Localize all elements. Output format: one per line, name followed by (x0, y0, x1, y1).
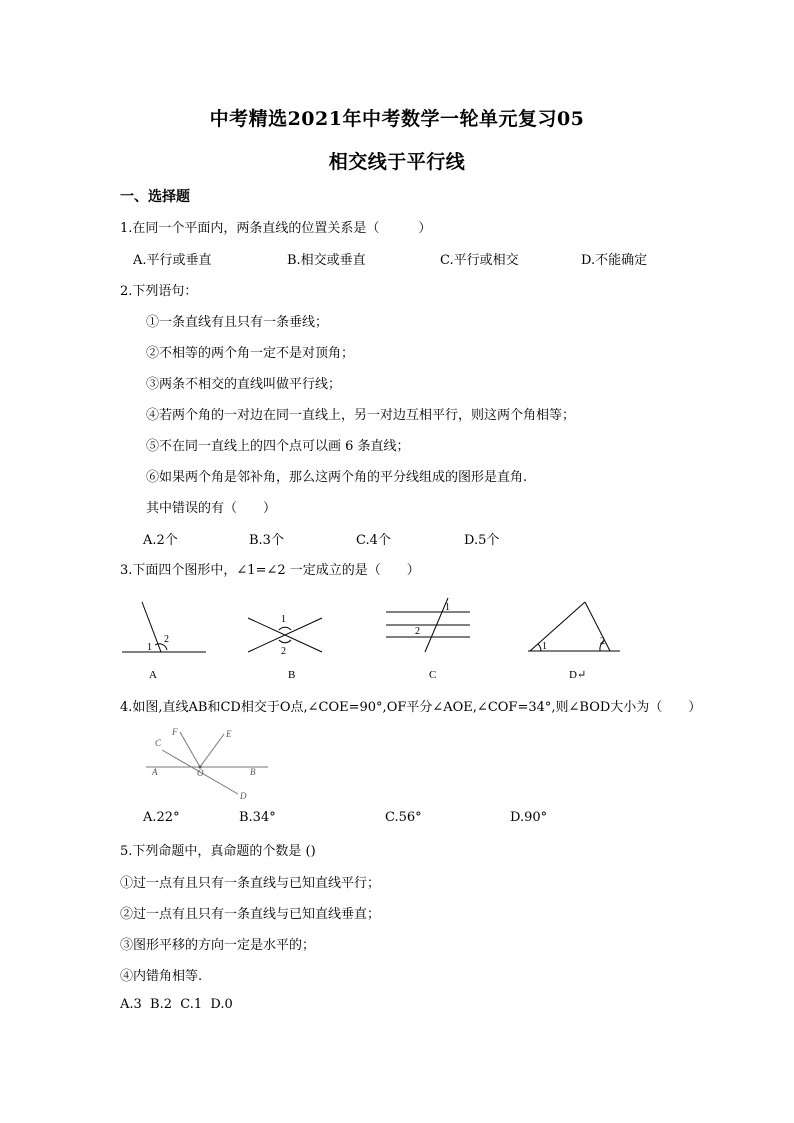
question-3-stem: 3.下面四个图形中，∠1=∠2 一定成立的是（ ） (120, 563, 420, 578)
q3-c-angle-1: 1 (445, 602, 450, 613)
q1-option-d: D.不能确定 (581, 253, 648, 268)
q2-statement: ④若两个角的一对边在同一直线上，另一对边互相平行，则这两个角相等； (146, 408, 576, 423)
q3-figure-c (386, 598, 470, 652)
q3-label-b: B (288, 669, 296, 681)
q3-label-d: D↵ (569, 669, 587, 681)
q5-statement: ②过一点有且只有一条直线与已知直线垂直； (120, 907, 381, 922)
q4-label-b: B (250, 767, 256, 777)
q4-figure (140, 722, 280, 802)
q2-ask: 其中错误的有（ ） (146, 501, 277, 516)
q3-a-angle-1: 1 (147, 642, 152, 653)
q1-option-b: B.相交或垂直 (287, 253, 366, 268)
q3-c-angle-2: 2 (415, 626, 420, 637)
doc-subtitle: 相交线于平行线 (328, 151, 466, 173)
question-2-stem: 2.下列语句： (120, 284, 198, 299)
q5-statement: ③图形平移的方向一定是水平的； (120, 938, 316, 953)
q3-d-angle-1: 1 (542, 641, 547, 652)
q5-options: A.3 B.2 C.1 D.0 (120, 997, 233, 1012)
q2-statement: ③两条不相交的直线叫做平行线； (146, 377, 342, 392)
q3-a-angle-2: 2 (164, 634, 169, 645)
q4-label-f: F (172, 727, 178, 737)
q5-statement: ④内错角相等. (120, 969, 203, 984)
doc-title: 中考精选2021年中考数学一轮单元复习05 (209, 108, 585, 130)
q4-option-c: C.56° (385, 810, 422, 825)
q3-label-c: C (429, 669, 437, 681)
q2-option-d: D.5个 (464, 533, 500, 548)
q1-option-a: A.平行或垂直 (133, 253, 212, 268)
q2-statement: ①一条直线有且只有一条垂线； (146, 315, 329, 330)
q2-statement: ⑥如果两个角是邻补角，那么这两个角的平分线组成的图形是直角. (146, 470, 528, 485)
q2-option-b: B.3个 (249, 533, 284, 548)
q4-label-a: A (152, 767, 158, 777)
q3-b-angle-2: 2 (281, 646, 286, 657)
q2-option-a: A.2个 (143, 533, 178, 548)
question-5-stem: 5.下列命题中，真命题的个数是 () (120, 844, 316, 859)
q5-statement: ①过一点有且只有一条直线与已知直线平行； (120, 876, 381, 891)
q4-option-b: B.34° (239, 810, 276, 825)
q2-statement: ⑤不在同一直线上的四个点可以画 6 条直线； (146, 439, 410, 454)
q4-label-d: D (240, 791, 247, 801)
q2-option-c: C.4个 (356, 533, 391, 548)
q3-b-angle-1: 1 (281, 614, 286, 625)
q4-option-a: A.22° (143, 810, 180, 825)
q4-label-o: O (197, 768, 204, 778)
q4-option-d: D.90° (510, 810, 548, 825)
q4-label-e: E (226, 729, 232, 739)
question-1-stem: 1.在同一个平面内，两条直线的位置关系是（ ） (120, 221, 432, 236)
q4-label-c: C (155, 738, 162, 748)
q2-statement: ②不相等的两个角一定不是对顶角； (146, 346, 355, 361)
q3-d-angle-2: 2 (600, 636, 605, 647)
q3-label-a: A (149, 669, 157, 681)
question-4-stem: 4.如图,直线AB和CD相交于O点,∠COE=90°,OF平分∠AOE,∠COF=34°,则∠BOD大小为（ ） (120, 700, 702, 715)
section-heading: 一、选择题 (120, 189, 190, 205)
q1-option-c: C.平行或相交 (440, 253, 519, 268)
q3-figures (110, 590, 640, 685)
